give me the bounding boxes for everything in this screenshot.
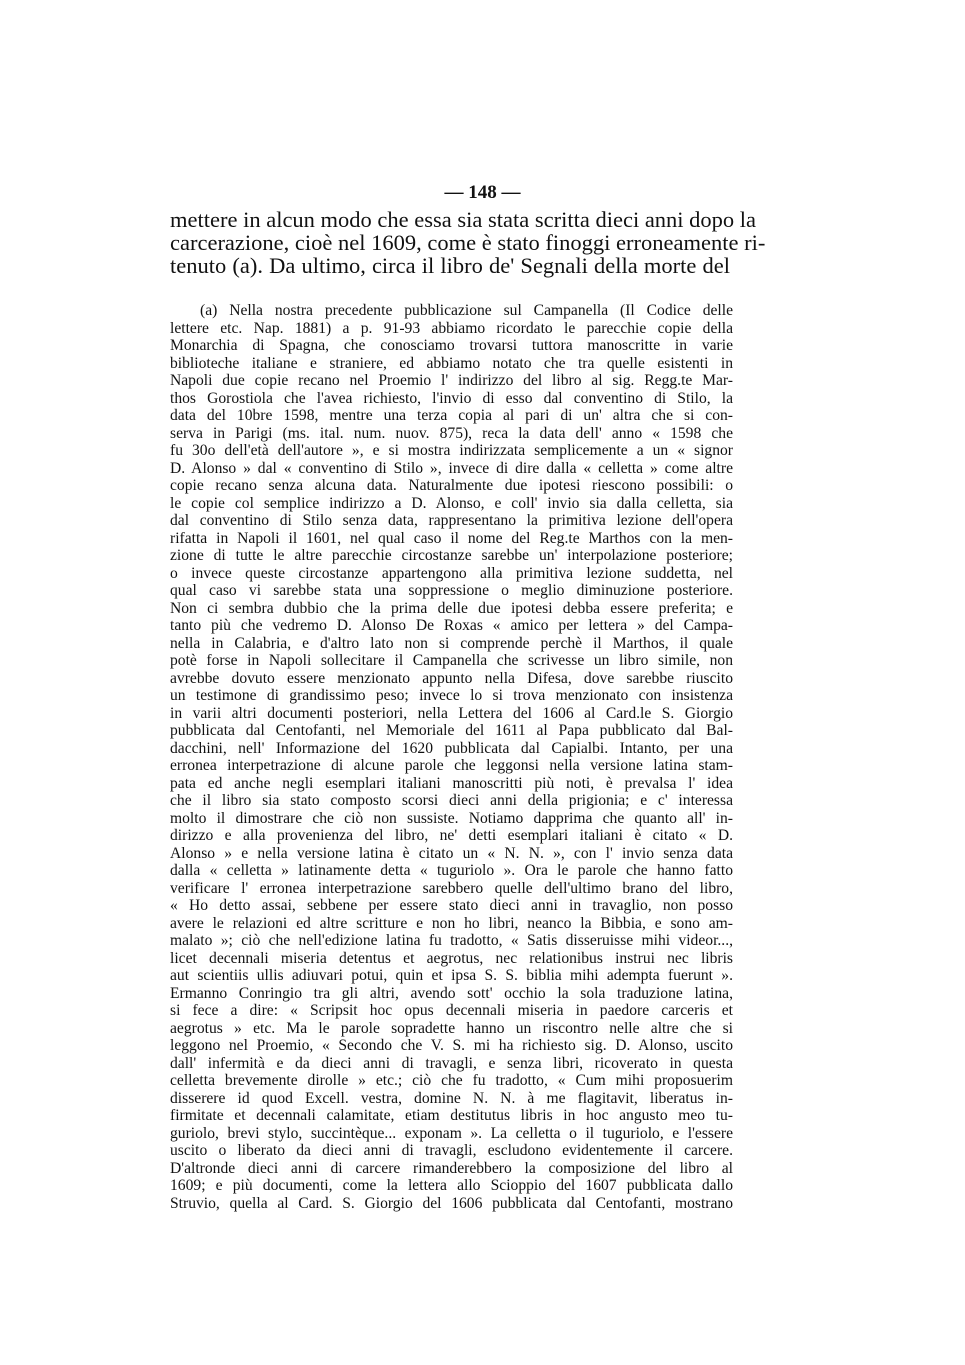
footnote-line: potè forse in Napoli sollecitare il Campanella che scrivesse un libro simile, non <box>170 652 733 669</box>
footnote-line: (a) Nella nostra precedente pubblicazione sul Campanella (Il Codice delle <box>200 302 733 319</box>
footnote-line: rifatta in Napoli il 1601, nel qual caso il nome del Reg.te Marthos con la men- <box>170 529 733 547</box>
footnote-line: pubblicata dal Centofanti, nel Memoriale del 1611 al Papa pubblicato dal Bal- <box>170 722 733 739</box>
footnote-line: Napoli due copie recano nel Proemio l' indirizzo del libro al sig. Regg.te Mar- <box>170 372 733 389</box>
footnote-line: 1609; e più documenti, come la lettera allo Scioppio del 1607 pubblicata dallo <box>170 1177 733 1194</box>
footnote-line: biblioteche italiane e straniere, ed abbiamo notato che tra quelle esistenti in <box>170 354 733 372</box>
footnote-line: Alonso » e nella versione latina è citato un « N. N. », con l' invio senza data <box>170 844 733 862</box>
footnote-line: malato »; ciò che nell'edizione latina fu tradotto, « Satis disseruisse mihi videor..., <box>170 932 733 949</box>
footnote-line: un testimone di grandissimo peso; invece lo si trova menzionato con insistenza <box>170 687 733 704</box>
footnote-line: molto il dimostrare che ciò non sussiste. Notiamo dapprima che quanto all' in- <box>170 809 733 827</box>
footnote-line: le copie col semplice indirizzo a D. Alonso, e coll' invio sia dalla celletta, sia <box>170 494 733 512</box>
footnote-line: thos Gorostiola che l'avea richiesto, l'invio di esso dal conventino di Stilo, la <box>170 389 733 407</box>
footnote-line: fu 30o dell'età dell'autore », e si mostra indirizzata semplicemente a un « signor <box>170 442 733 459</box>
footnote-line: o invece queste circostanze appartengono alla primitiva lezione suddetta, nel <box>170 564 733 582</box>
footnote-line: Non ci sembra dubbio che la prima delle due ipotesi debba essere preferita; e <box>170 599 733 617</box>
footnote-line: avrebbe dovuto essere menzionato appunto nella Difesa, dove sarebbe riuscito <box>170 669 733 687</box>
main-text <box>170 207 766 278</box>
footnote <box>170 302 733 1212</box>
footnote-line: licet decennali miseria detentus et aegrotus, nec relationibus instrui nec libris <box>170 949 733 967</box>
footnote-line: verificare l' erronea interpetrazione sarebbero quelle dell'ultimo brano del libro, <box>170 879 733 897</box>
footnote-line: zione di tutte le altre parecchie circostanze sarebbe un' interpolazione posteriore; <box>170 547 733 564</box>
footnote-line: nella in Calabria, e d'altro lato non si comprende perchè il Marthos, il quale <box>170 634 733 652</box>
footnote-line: leggono nel Proemio, « Secondo che V. S. mi ha richiesto sig. D. Alonso, uscito <box>170 1037 733 1054</box>
footnote-line: aut scientiis ullis adiuvari potui, quin et ipsa S. S. biblia mihi adempta fuerunt ». <box>170 967 733 984</box>
footnote-line: D. Alonso » dal « conventino di Stilo », invece di dire dalla « celletta » come altre <box>170 459 733 477</box>
footnote-line: copie recano senza alcuna data. Naturalmente due ipotesi riescono possibili: o <box>170 477 733 494</box>
footnote-line: Struvio, quella al Card. S. Giorgio del 1606 pubblicata dal Centofanti, mostrano <box>170 1194 733 1212</box>
footnote-line: dirizzo e alla provenienza del libro, ne' detti esemplari italiani è citato « D. <box>170 827 733 844</box>
footnote-line: lettere etc. Nap. 1881) a p. 91-93 abbiamo ricordato le parecchie copie della <box>170 319 733 337</box>
footnote-line: serva in Parigi (ms. ital. num. nuov. 875), reca la data dell' anno « 1598 che <box>170 424 733 442</box>
footnote-line: data del 10bre 1598, mentre una terza copia al pari di un' altra che si con- <box>170 407 733 424</box>
footnote-line: firmitate et decennali calamitate, etiam destitutus libris in hoc angusto meo tu- <box>170 1107 733 1124</box>
footnote-line: tanto più che vedremo D. Alonso De Roxas « amico per lettera » del Campa- <box>170 617 733 634</box>
footnote-line: che il libro sia stato composto scorsi dieci anni della prigionia; e c' interessa <box>170 792 733 809</box>
footnote-line: pata ed anche negli esemplari italiani manoscritti più noti, è prevalsa l' idea <box>170 774 733 792</box>
footnote-line: in varii altri documenti posteriori, nella Lettera del 1606 al Card.le S. Giorgio <box>170 704 733 722</box>
footnote-line: qual caso vi sarebbe stata una soppressione o meglio diminuzione posteriore. <box>170 582 733 599</box>
page-number: — 148 — <box>444 182 521 203</box>
footnote-line: D'altronde dieci anni di carcere rimanderebbero la composizione del libro al <box>170 1159 733 1177</box>
main-text-line: mettere in alcun modo che essa sia stata scritta dieci anni dopo la <box>170 207 757 232</box>
main-text-line: carcerazione, cioè nel 1609, come è stato finoggi erroneamente ri- <box>170 230 766 255</box>
footnote-line: dall' infermità e da dieci anni di travagli, e senza libri, ricoverato in questa <box>170 1054 733 1072</box>
footnote-line: Ermanno Conringio tra gli altri, avendo sott' occhio la sola traduzione latina, <box>170 984 733 1002</box>
footnote-line: uscito o liberato da dieci anni di travagli, escludono evidentemente il carcere. <box>170 1142 733 1159</box>
footnote-line: « Ho detto assai, sebbene per essere stato dieci anni in travaglio, non posso <box>170 897 733 914</box>
main-text-line: tenuto (a). Da ultimo, circa il libro de' Segnali della morte del <box>170 253 730 278</box>
footnote-line: erronea interpetrazione di alcune parole che leggonsi nella versione latina stam- <box>170 757 733 774</box>
footnote-line: dacchini, nell' Informazione del 1620 pubblicata dal Capialbi. Intanto, per una <box>170 739 733 757</box>
footnote-line: Monarchia di Spagna, che conosciamo trovarsi tuttora manoscritte in varie <box>170 337 733 354</box>
footnote-line: aegrotus » etc. Ma le parole sopradette hanno un riscontro nelle altre che si <box>170 1019 733 1037</box>
footnote-line: avere le relazioni ed altre scritture e non ho libri, neanco la Bibbia, e sono am- <box>170 914 733 932</box>
footnote-line: celletta brevemente dirolle » etc.; ciò che fu tradotto, « Cum mihi proposuerim <box>170 1072 733 1089</box>
footnote-line: guriolo, brevi stylo, succintèque... exponam ». La celletta o il tuguriolo, e l'essere <box>170 1124 733 1142</box>
footnote-line: si fece a dire: « Scripsit hoc opus decennali miseria in paedore carceris et <box>170 1002 733 1019</box>
footnote-line: disserere id quod Excell. vestra, domine N. N. à me flagitavit, liberatus in- <box>170 1089 733 1107</box>
footnote-line: dal conventino di Stilo senza data, rappresentano la primitiva lezione dell'opera <box>170 512 733 529</box>
footnote-line: dalla « celletta » latinamente detta « tuguriolo ». Ora le parole che hanno fatto <box>170 862 733 879</box>
